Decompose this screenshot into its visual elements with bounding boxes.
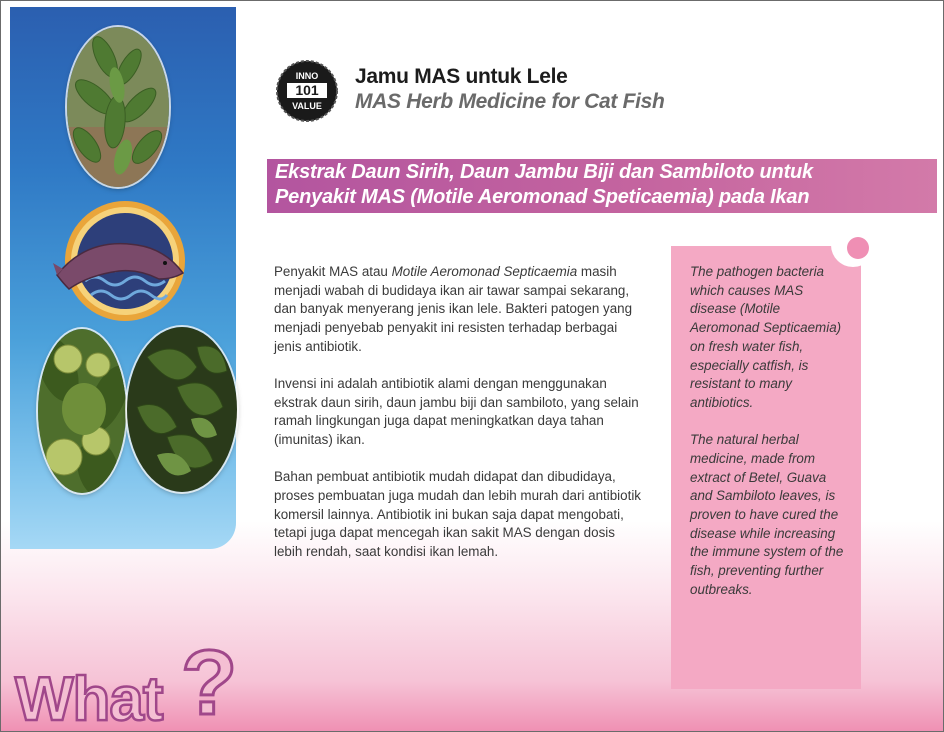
body-text <box>274 263 646 580</box>
svg-text:101: 101 <box>295 82 319 98</box>
summary-paragraph-1: The pathogen bacteria which causes MAS disease (Motile Aeromonad Septicaemia) on fresh water fish, especially catfish, is resistant to many antibiotics. <box>690 264 842 410</box>
what-heading: What <box>15 665 163 732</box>
svg-text:VALUE: VALUE <box>292 101 322 111</box>
body-paragraph-1-emphasis: Motile Aeromonad Septicaemia <box>391 264 578 279</box>
catfish-emblem <box>53 197 193 332</box>
headline-line-2: Penyakit MAS (Motile Aeromonad Speticaemia) pada Ikan <box>275 186 810 208</box>
betel-leaves-photo <box>127 327 237 492</box>
page-title: Jamu MAS untuk Lele <box>355 65 568 88</box>
headline-banner <box>267 159 937 213</box>
body-paragraph-1-end: masih menjadi wabah di budidaya ikan air tawar sampai sekarang, dan banyak menyerang jenis ikan lele. Bakteri patogen yang menjadi penyebab penyakit ini resisten terhadap berbagai jenis antibiotik. <box>274 264 633 354</box>
page-subtitle: MAS Herb Medicine for Cat Fish <box>355 90 665 113</box>
body-paragraph-2: Invensi ini adalah antibiotik alami dengan menggunakan ekstrak daun sirih, daun jambu biji dan sambiloto, yang selain ramah lingkungan juga dapat meningkatkan daya tahan (imunitas) ikan. <box>274 376 639 448</box>
question-mark-icon: ? <box>181 632 238 732</box>
body-paragraph-1-start: Penyakit MAS atau <box>274 264 392 279</box>
guava-fruit-photo <box>38 329 126 493</box>
body-paragraph-1 <box>274 263 646 357</box>
body-paragraph-3: Bahan pembuat antibiotik mudah didapat dan dibudidaya, proses pembuatan juga mudah dan lebih murah dari antibiotik komersil lainnya. Antibiotik ini bukan saja dapat mengobati, tetapi juga dapat mencegah ikan sakit MAS dengan dosis lebih rendah, saat kondisi ikan lemah. <box>274 469 641 560</box>
inno-value-badge <box>275 59 339 123</box>
sambiloto-leaves-photo <box>67 27 169 187</box>
svg-text:INNO: INNO <box>295 71 319 81</box>
english-summary-text <box>690 263 850 618</box>
headline-line-1: Ekstrak Daun Sirih, Daun Jambu Biji dan Sambiloto untuk <box>275 161 813 183</box>
summary-paragraph-2: The natural herbal medicine, made from extract of Betel, Guava and Sambiloto leaves, is proven to have cured the disease while increasing the immune system of the fish, preventing further outbreaks. <box>690 432 844 597</box>
pink-dot-icon <box>847 237 869 259</box>
